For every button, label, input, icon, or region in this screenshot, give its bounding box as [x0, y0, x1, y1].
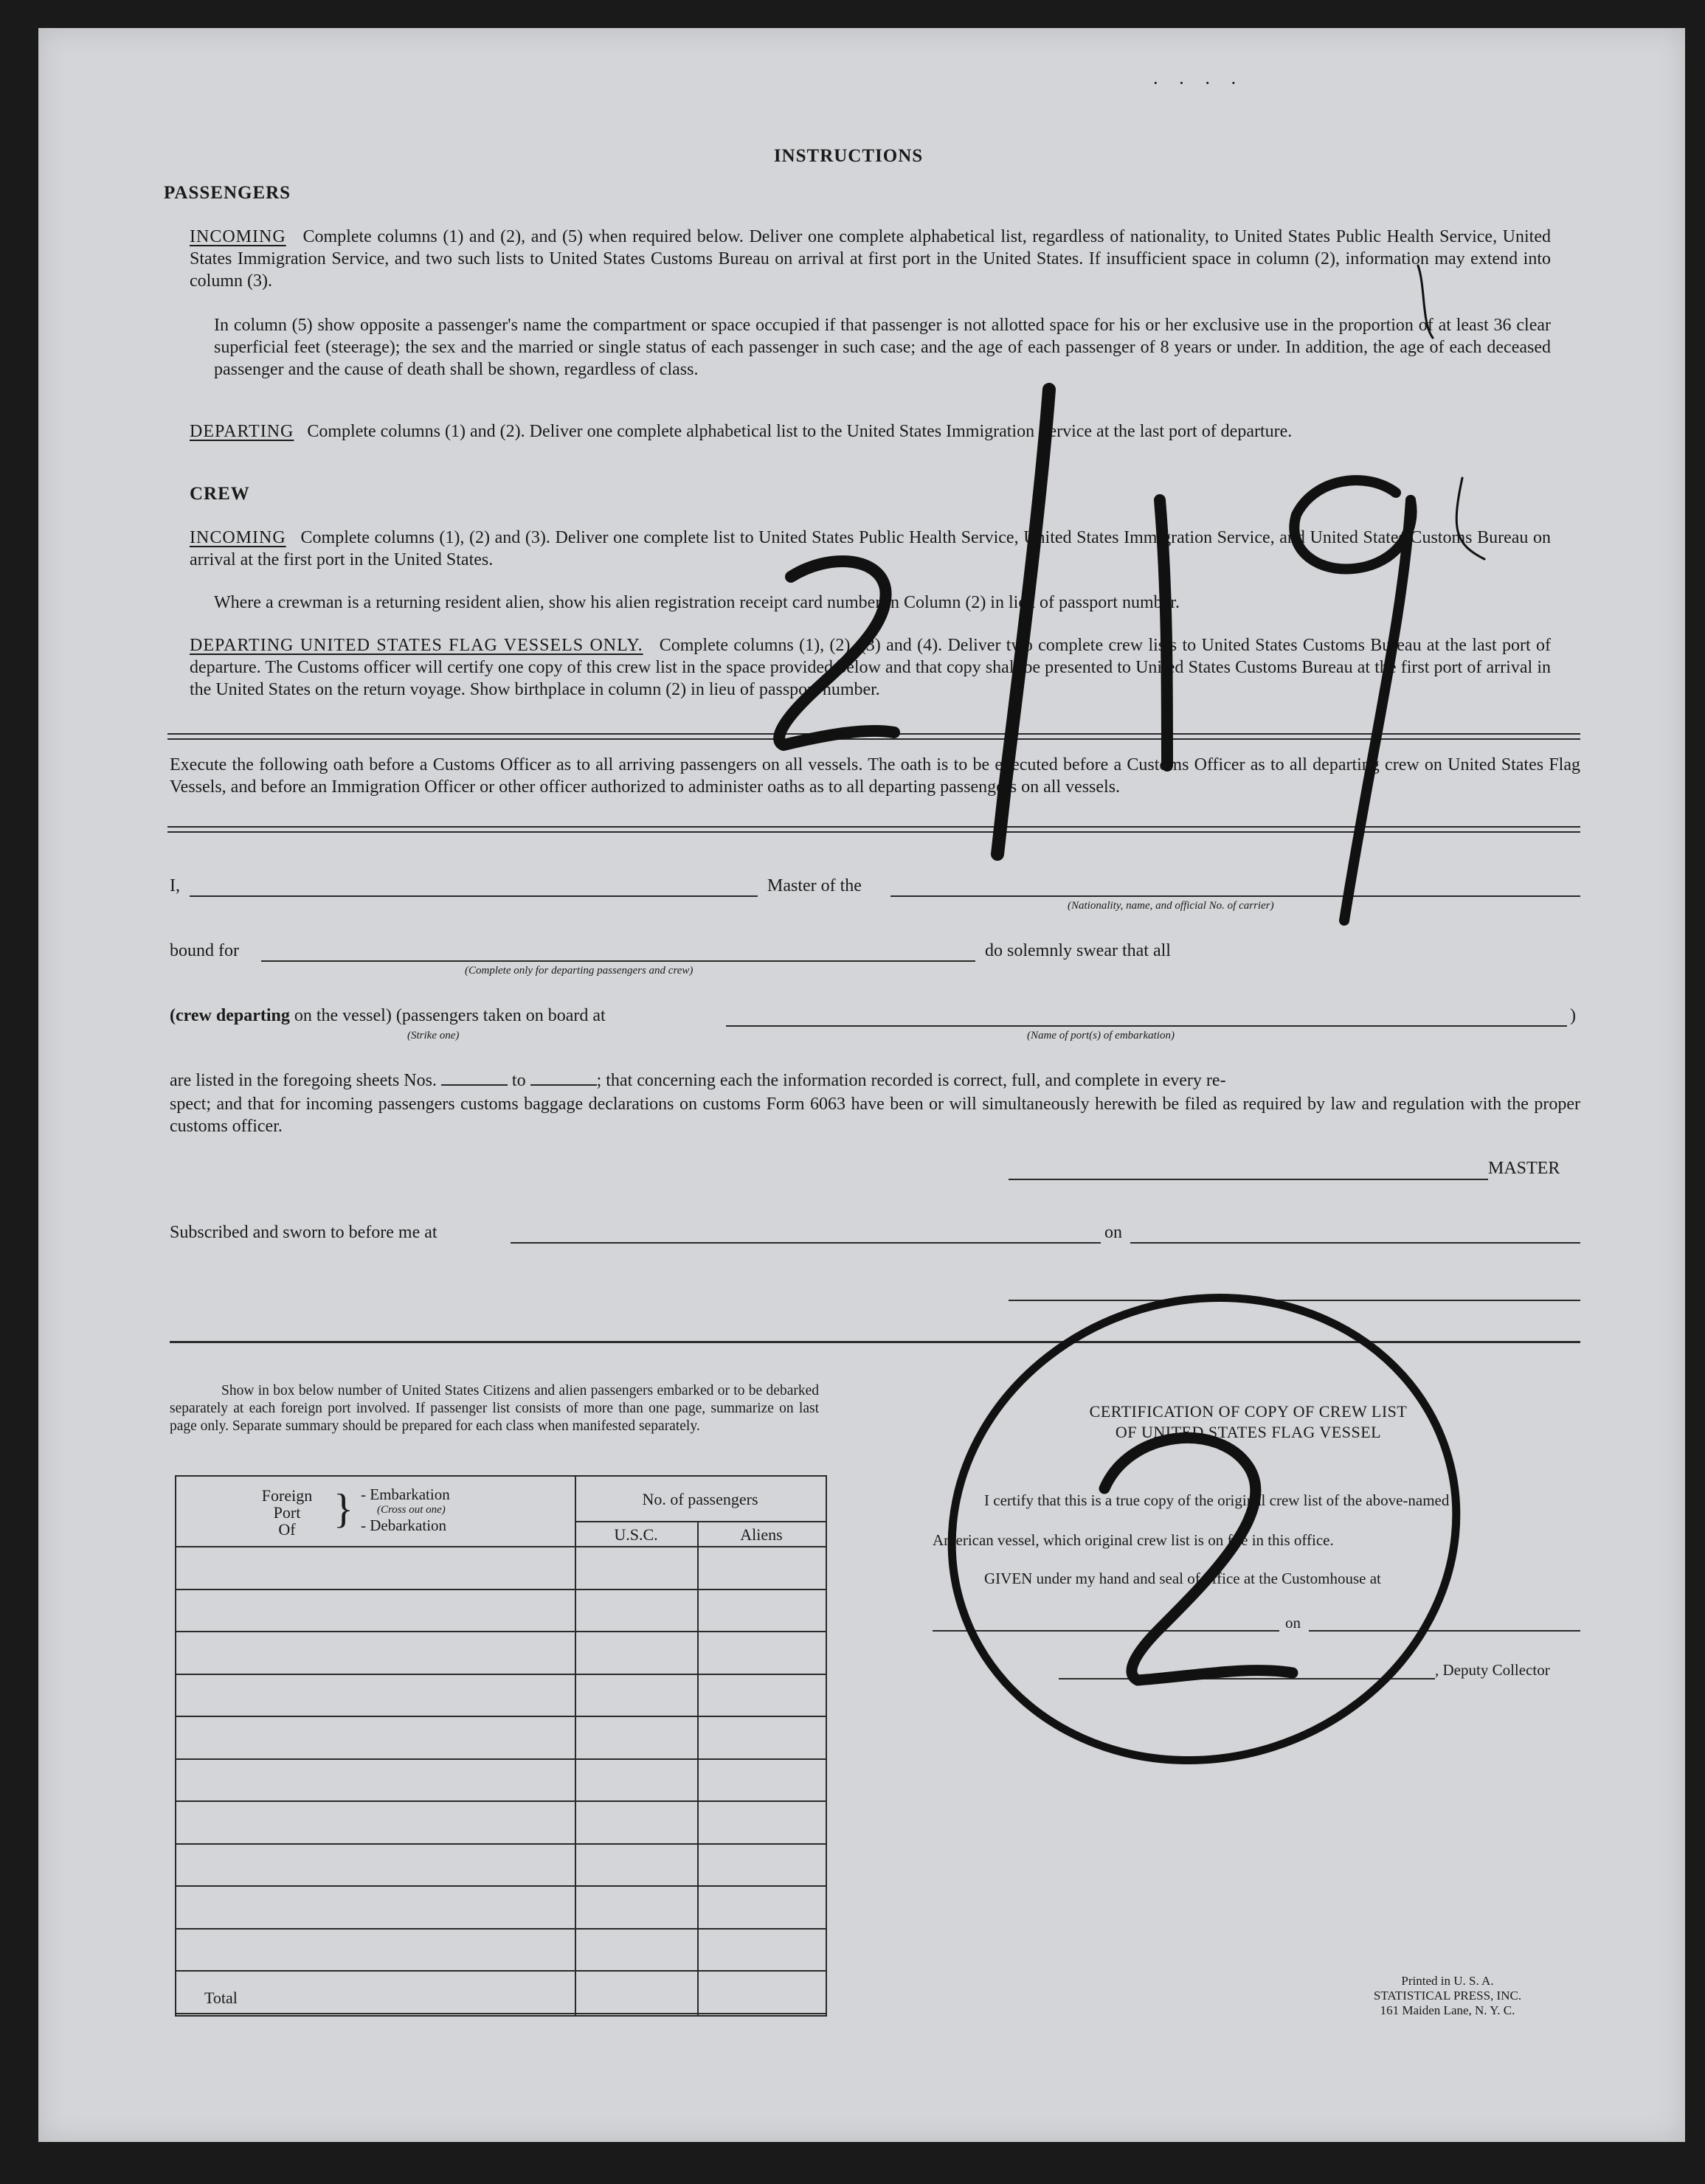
summary-instructions: Show in box below number of United States Citizens and alien passengers embarked or to be debarked separately at each foreign port involved. If passenger list consists of more than one page, summarize on last page only. Separate summary should be prepared for each class when manifested separately.: [170, 1383, 819, 1434]
port-hint: (Name of port(s) of embarkation): [1027, 1030, 1175, 1041]
listed-to-label: to: [511, 1071, 526, 1090]
form-page: [38, 28, 1685, 2142]
certification-title-line: CERTIFICATION OF COPY OF CREW LIST: [1089, 1402, 1408, 1421]
strike-hint: (Strike one): [407, 1030, 460, 1041]
page-title: INSTRUCTIONS: [773, 146, 924, 166]
certification-line-2: American vessel, which original crew list is on file in this office.: [933, 1531, 1334, 1549]
certification-on-label: on: [1285, 1614, 1301, 1632]
close-paren: ): [1570, 1006, 1576, 1025]
bound-hint: (Complete only for departing passengers and crew): [465, 965, 694, 977]
oath-i-label: I,: [170, 876, 180, 895]
oath-instructions: Execute the following oath before a Customs Officer as to all arriving passengers on all vessels. The oath is to be executed before a Customs Officer as to all departing crew on United States Flag Vessels, and before an Immigration Officer or other officer authorized to administer oaths as to all departing passengers on all vessels.: [170, 755, 1580, 797]
brace-icon: }: [333, 1486, 353, 1532]
sworn-on-label: on: [1104, 1223, 1122, 1242]
passengers-departing-text: Complete columns (1) and (2). Deliver one complete alphabetical list to the United States Immigration Service at the last port of departure.: [307, 422, 1293, 441]
passengers-taken-option[interactable]: (passengers taken on board at: [395, 1006, 606, 1025]
crew-resident-text: Where a crewman is a returning resident alien, show his alien registration receipt card number in Column (2) in lieu of passport number.: [214, 593, 1180, 612]
embarkation-option[interactable]: - Embarkation: [361, 1486, 450, 1503]
crew-departing-text: Complete columns (1), (2), (3) and (4). Deliver two complete crew lists to United States Customs Bureau at the last port of departure. The Customs officer will certify one copy of this crew list in the space provided below and that copy shall be presented to United States Customs Bureau at the first port of arrival in the United States on the return voyage. Show birthplace in column (2) in lieu of passport number.: [190, 636, 1551, 699]
nationality-hint: (Nationality, name, and official No. of carrier): [1068, 900, 1274, 912]
listed-sheets-label: are listed in the foregoing sheets Nos.: [170, 1071, 437, 1090]
crew-heading: CREW: [190, 484, 250, 504]
swear-label: do solemnly swear that all: [985, 941, 1171, 960]
handwriting-overlay: [38, 28, 1685, 2142]
master-of-the-label: Master of the: [767, 876, 862, 895]
passengers-incoming-label: INCOMING: [190, 227, 286, 246]
usc-header: U.S.C.: [614, 1525, 658, 1544]
certification-line-1: I certify that this is a true copy of the original crew list of the above-named: [984, 1491, 1450, 1509]
deputy-collector-label: , Deputy Collector: [1435, 1661, 1550, 1679]
cross-out-hint: (Cross out one): [377, 1504, 446, 1516]
port-label: Port: [273, 1503, 301, 1522]
total-label: Total: [204, 1989, 238, 2007]
debarkation-option[interactable]: - Debarkation: [361, 1516, 447, 1534]
foreign-label: Foreign: [261, 1486, 313, 1505]
printer-line: STATISTICAL PRESS, INC.: [1373, 1989, 1522, 2003]
no-passengers-header: No. of passengers: [642, 1490, 758, 1508]
on-vessel-text: on the vessel): [294, 1006, 392, 1025]
crew-departing-label: DEPARTING UNITED STATES FLAG VESSELS ONLY.: [190, 636, 643, 655]
passengers-column5-text: In column (5) show opposite a passenger's name the compartment or space occupied if that passenger is not allotted space for his or her exclusive use in the proportion of at least 36 clear superficial feet (steerage); the sex and the married or single status of each passenger in such case; and the age of each passenger of 8 years or under. In addition, the age of each deceased passenger and the cause of death shall be shown, regardless of class.: [214, 316, 1551, 379]
aliens-header: Aliens: [740, 1525, 783, 1544]
passengers-heading: PASSENGERS: [164, 183, 291, 203]
passengers-incoming-text: Complete columns (1) and (2), and (5) when required below. Deliver one complete alphabetical list, regardless of nationality, to United States Public Health Service, United States Immigration Service, and two such lists to United States Customs Bureau on arrival at first port in the United States. If insufficient space in column (2), information may extend into column (3).: [190, 227, 1551, 291]
of-label: Of: [278, 1520, 296, 1539]
subscribed-label: Subscribed and sworn to before me at: [170, 1223, 438, 1242]
master-label: MASTER: [1488, 1159, 1560, 1178]
printer-line: 161 Maiden Lane, N. Y. C.: [1380, 2003, 1515, 2017]
certification-title-line: OF UNITED STATES FLAG VESSEL: [1115, 1423, 1382, 1441]
certification-line-3: GIVEN under my hand and seal of office at the Customhouse at: [984, 1570, 1381, 1587]
printer-line: Printed in U. S. A.: [1401, 1974, 1494, 1988]
passengers-departing-label: DEPARTING: [190, 422, 294, 441]
listed-sheets-rest: spect; and that for incoming passengers customs baggage declarations on customs Form 6063 have been or will simultaneously herewith be filed as required by law and regulation with the proper customs officer.: [170, 1095, 1580, 1136]
crew-departing-option[interactable]: (crew departing: [170, 1006, 290, 1025]
crew-incoming-label: INCOMING: [190, 528, 286, 547]
listed-sheets-continuation: ; that concerning each the information recorded is correct, full, and complete in every re-: [596, 1071, 1226, 1090]
crew-incoming-text: Complete columns (1), (2) and (3). Deliver one complete list to United States Public Health Service, United States Immigration Service, and United States Customs Bureau on arrival at the first port in the United States.: [190, 528, 1551, 569]
bound-for-label: bound for: [170, 941, 239, 960]
ink-speck-marks: · · · ·: [1152, 72, 1245, 94]
